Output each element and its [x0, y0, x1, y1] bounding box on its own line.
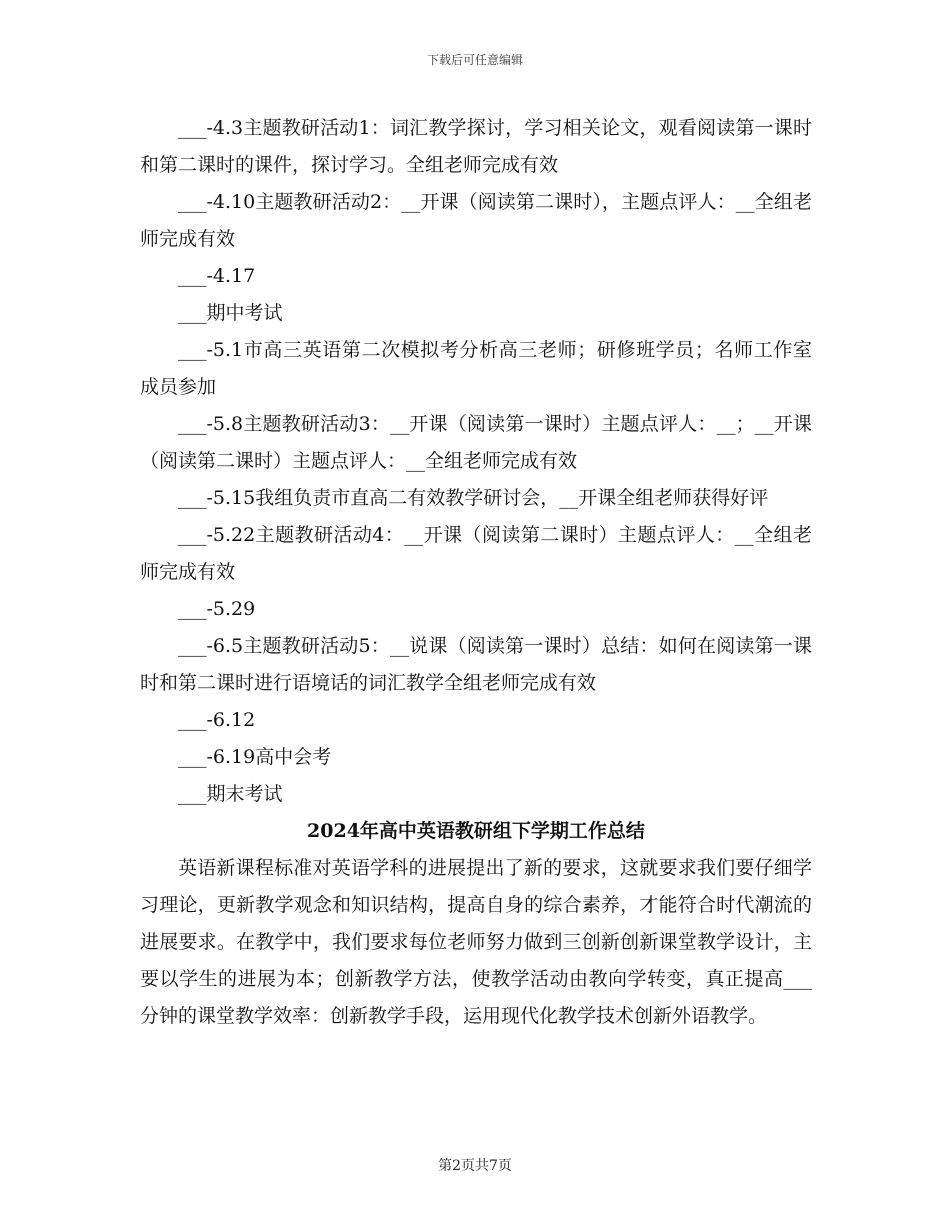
page-header: 下载后可任意编辑	[426, 53, 523, 67]
schedule-item: ___-5.22主题教研活动4：__开课（阅读第二课时）主题点评人：__全组老师完成有效	[140, 524, 812, 583]
schedule-item: ___-6.19高中会考	[178, 746, 332, 768]
schedule-item: ___-6.12	[178, 709, 256, 731]
schedule-item: ___-4.10主题教研活动2：__开课（阅读第二课时），主题点评人：__全组老师完成有效	[140, 191, 812, 250]
schedule-item: ___-5.29	[178, 598, 256, 620]
document-body	[140, 110, 812, 1035]
schedule-item: ___-6.5主题教研活动5：__说课（阅读第一课时）总结：如何在阅读第一课时和第二课时进行语境话的词汇教学全组老师完成有效	[140, 635, 812, 694]
section-paragraph: 英语新课程标准对英语学科的进展提出了新的要求，这就要求我们要仔细学习理论，更新教学观念和知识结构，提高自身的综合素养，才能符合时代潮流的进展要求。在教学中，我们要求每位老师努力做到三创新创新课堂教学设计，主要以学生的进展为本；创新教学方法，使教学活动由教向学转变，真正提高___分钟的课堂教学效率：创新教学手段，运用现代化教学技术创新外语教学。	[140, 857, 812, 1027]
schedule-item: ___-5.8主题教研活动3：__开课（阅读第一课时）主题点评人：__；__开课（阅读第二课时）主题点评人：__全组老师完成有效	[140, 413, 812, 472]
schedule-item: ___-4.17	[178, 265, 256, 287]
page-number: 第2页共7页	[438, 1158, 512, 1174]
schedule-item: ___-5.15我组负责市直高二有效教学研讨会，__开课全组老师获得好评	[178, 487, 769, 509]
section-title: 2024年高中英语教研组下学期工作总结	[307, 820, 645, 842]
schedule-item: ___期末考试	[178, 783, 283, 805]
schedule-item: ___期中考试	[178, 302, 283, 324]
schedule-item: ___-5.1市高三英语第二次模拟考分析高三老师；研修班学员；名师工作室成员参加	[140, 339, 812, 398]
schedule-item: ___-4.3主题教研活动1：词汇教学探讨，学习相关论文，观看阅读第一课时和第二课时的课件，探讨学习。全组老师完成有效	[140, 117, 812, 176]
